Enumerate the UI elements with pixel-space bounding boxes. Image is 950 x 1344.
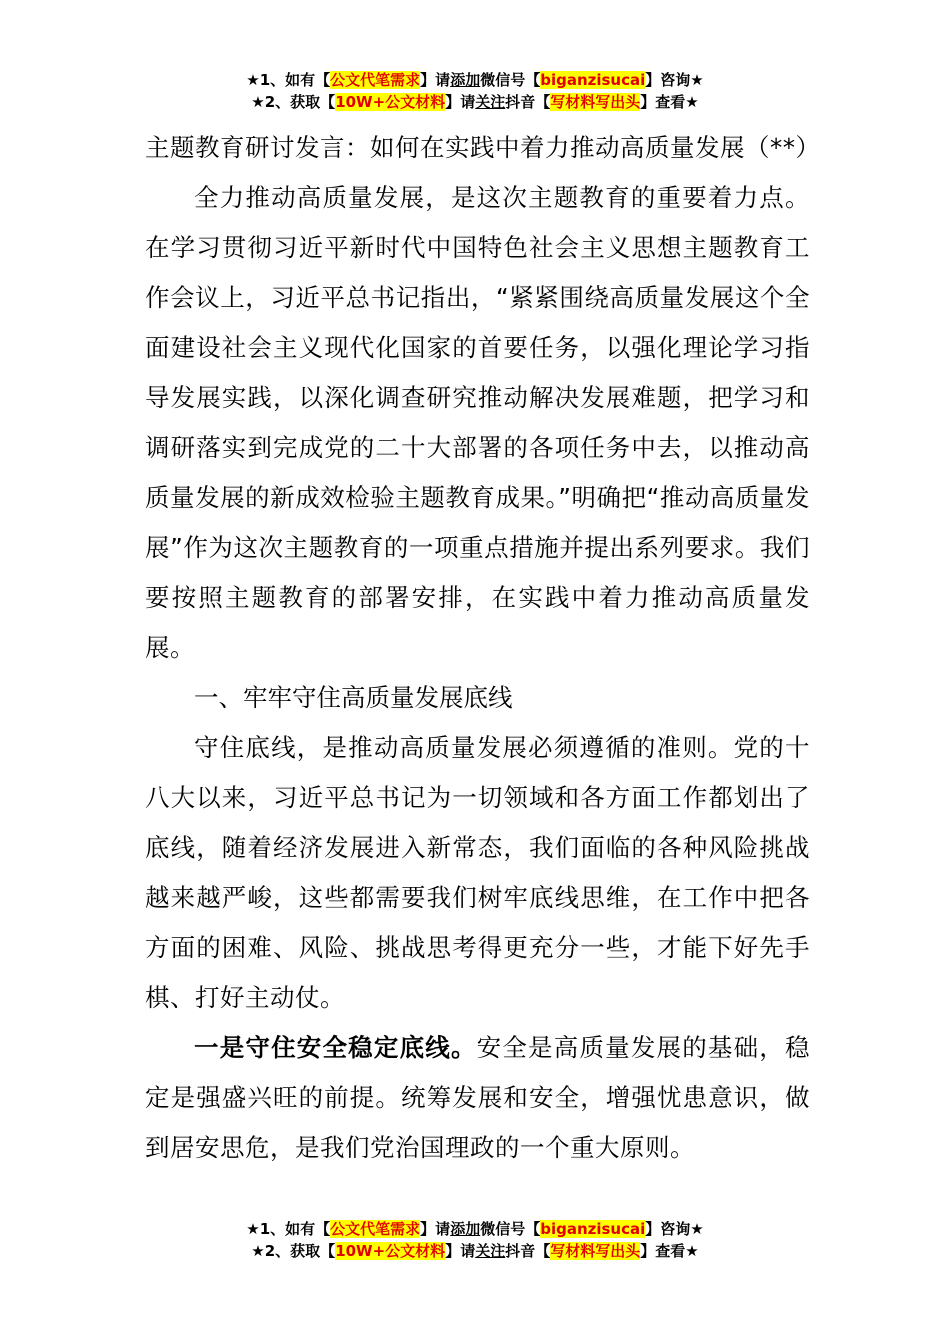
banner-highlight: 公文代笔需求 bbox=[330, 1220, 421, 1238]
banner-underline-text: 关注 bbox=[475, 1242, 506, 1260]
banner-text: 】咨询★ bbox=[645, 71, 704, 89]
banner-text: 】请 bbox=[445, 1242, 476, 1260]
document-title: 主题教育研讨发言：如何在实践中着力推动高质量发展（**） bbox=[145, 133, 821, 162]
point-paragraph bbox=[145, 1023, 810, 1173]
banner-highlight: 公文代笔需求 bbox=[330, 71, 421, 89]
banner-text: 】查看★ bbox=[640, 93, 699, 111]
intro-paragraph: 全力推动高质量发展，是这次主题教育的重要着力点。在学习贯彻习近平新时代中国特色社会主义思想主题教育工作会议上，习近平总书记指出，“紧紧围绕高质量发展这个全面建设社会主义现代化国家的首要任务，以强化理论学习指导发展实践，以深化调查研究推动解决发展难题，把学习和调研落实到完成党的二十大部署的各项任务中去，以推动高质量发展的新成效检验主题教育成果。”明确把“推动高质量发展”作为这次主题教育的一项重点措施并提出系列要求。我们要按照主题教育的部署安排，在实践中着力推动高质量发展。 bbox=[145, 183, 810, 662]
banner-text: 抖音【 bbox=[505, 1242, 551, 1260]
banner-highlight: 写材料写出头 bbox=[550, 1242, 641, 1260]
banner-text: 抖音【 bbox=[505, 93, 551, 111]
banner-text: 】请 bbox=[420, 1220, 451, 1238]
banner-text: 】查看★ bbox=[640, 1242, 699, 1260]
bottom-banner bbox=[0, 1218, 950, 1262]
document-body bbox=[145, 123, 821, 1173]
banner-underline-text: 添加 bbox=[450, 71, 481, 89]
banner-line-1 bbox=[0, 1218, 950, 1240]
banner-highlight: 写材料写出头 bbox=[550, 93, 641, 111]
banner-text: 微信号【 bbox=[480, 71, 541, 89]
section-paragraph: 守住底线，是推动高质量发展必须遵循的准则。党的十八大以来，习近平总书记为一切领域和各方面工作都划出了底线，随着经济发展进入新常态，我们面临的各种风险挑战越来越严峻，这些都需要我们树牢底线思维，在工作中把各方面的困难、风险、挑战思考得更充分一些，才能下好先手棋、打好主动仗。 bbox=[145, 733, 810, 1012]
banner-text: 】请 bbox=[420, 71, 451, 89]
banner-underline-text: 添加 bbox=[450, 1220, 481, 1238]
banner-highlight: biganzisucai bbox=[540, 71, 646, 89]
banner-text: 】咨询★ bbox=[645, 1220, 704, 1238]
section-heading: 一、牢牢守住高质量发展底线 bbox=[194, 683, 513, 712]
banner-highlight: biganzisucai bbox=[540, 1220, 646, 1238]
banner-underline-text: 关注 bbox=[475, 93, 506, 111]
banner-line-2 bbox=[0, 1240, 950, 1262]
banner-text: 】请 bbox=[445, 93, 476, 111]
banner-highlight: 10W+公文材料 bbox=[335, 1242, 446, 1260]
banner-line-2 bbox=[0, 91, 950, 113]
banner-text: ★1、如有【 bbox=[246, 71, 331, 89]
top-banner bbox=[0, 69, 950, 113]
banner-line-1 bbox=[0, 69, 950, 91]
banner-highlight: 10W+公文材料 bbox=[335, 93, 446, 111]
banner-text: 微信号【 bbox=[480, 1220, 541, 1238]
banner-text: ★1、如有【 bbox=[246, 1220, 331, 1238]
point-lead-bold: 一是守住安全稳定底线。 bbox=[194, 1033, 477, 1062]
banner-text: ★2、获取【 bbox=[251, 93, 336, 111]
point-text: 安全是高质量发展的基础，稳定是强盛兴旺的前提。统筹发展和安全，增强忧患意识，做到居安思危，是我们党治国理政的一个重大原则。 bbox=[145, 1033, 811, 1162]
banner-text: ★2、获取【 bbox=[251, 1242, 336, 1260]
